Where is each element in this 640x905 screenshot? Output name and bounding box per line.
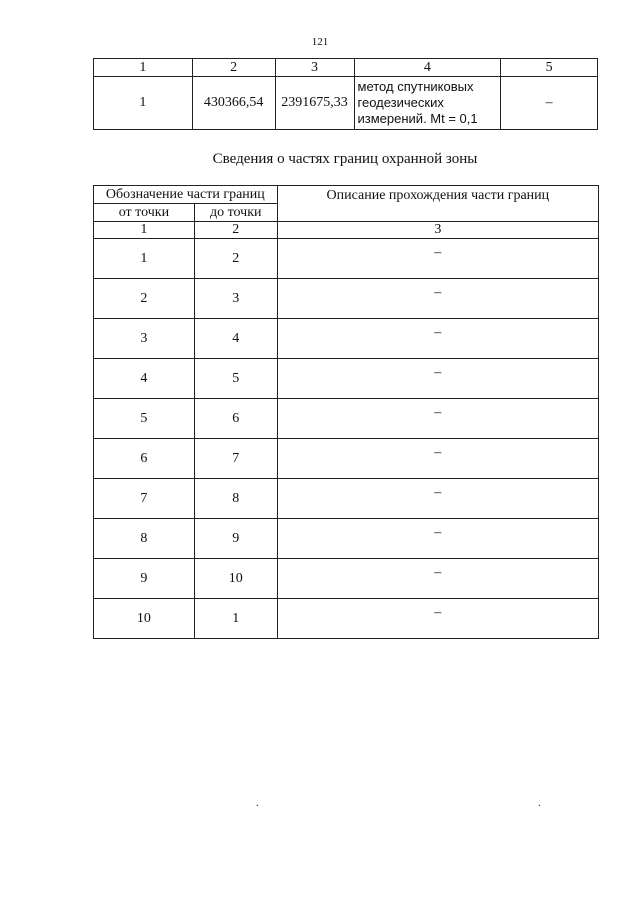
point-number: 1 xyxy=(94,77,193,130)
from-point-cell: 9 xyxy=(94,559,195,599)
to-point-cell: 7 xyxy=(194,439,277,479)
to-point-cell: 3 xyxy=(194,279,277,319)
from-point-header: от точки xyxy=(94,204,195,222)
description-cell: – xyxy=(277,359,598,399)
column-number: 1 xyxy=(94,222,195,239)
description-cell: – xyxy=(277,479,598,519)
parts-table-body xyxy=(94,239,599,639)
table-row xyxy=(94,279,599,319)
description-cell: – xyxy=(277,279,598,319)
from-point-cell: 7 xyxy=(94,479,195,519)
from-point-cell: 4 xyxy=(94,359,195,399)
table-header-row xyxy=(94,59,598,77)
description-cell: – xyxy=(277,599,598,639)
section-title: Сведения о частях границ охранной зоны xyxy=(212,151,478,167)
description-cell: – xyxy=(277,519,598,559)
to-point-cell: 4 xyxy=(194,319,277,359)
to-point-cell: 10 xyxy=(194,559,277,599)
column-numbers-row xyxy=(94,222,599,239)
column-number: 3 xyxy=(277,222,598,239)
column-number: 2 xyxy=(192,59,275,77)
description-cell: – xyxy=(277,439,598,479)
page-number: 121 xyxy=(311,36,329,48)
to-point-cell: 8 xyxy=(194,479,277,519)
column-number: 5 xyxy=(501,59,598,77)
table-row xyxy=(94,399,599,439)
column-number: 2 xyxy=(194,222,277,239)
table-row xyxy=(94,319,599,359)
footer-mark: . xyxy=(256,798,259,809)
table-row xyxy=(94,439,599,479)
column-number: 4 xyxy=(354,59,501,77)
to-point-cell: 6 xyxy=(194,399,277,439)
coordinate-y: 2391675,33 xyxy=(275,77,354,130)
designation-header: Обозначение части границ xyxy=(94,186,278,204)
notes-cell: – xyxy=(501,77,598,130)
method-line: измерений. Mt = 0,1 xyxy=(357,111,478,126)
to-point-cell: 5 xyxy=(194,359,277,399)
table-row xyxy=(94,519,599,559)
table-row xyxy=(94,479,599,519)
method-description xyxy=(354,77,501,130)
from-point-cell: 5 xyxy=(94,399,195,439)
from-point-cell: 8 xyxy=(94,519,195,559)
description-cell: – xyxy=(277,559,598,599)
method-line: метод спутниковых xyxy=(357,79,474,94)
from-point-cell: 6 xyxy=(94,439,195,479)
description-cell: – xyxy=(277,239,598,279)
table-header-row xyxy=(94,186,599,204)
to-point-header: до точки xyxy=(194,204,277,222)
method-line: геодезических xyxy=(357,95,444,110)
from-point-cell: 1 xyxy=(94,239,195,279)
boundary-parts-table xyxy=(93,185,599,639)
table-row xyxy=(94,559,599,599)
from-point-cell: 10 xyxy=(94,599,195,639)
description-header: Описание прохождения части границ xyxy=(277,186,598,222)
table-row xyxy=(94,359,599,399)
to-point-cell: 1 xyxy=(194,599,277,639)
column-number: 3 xyxy=(275,59,354,77)
to-point-cell: 2 xyxy=(194,239,277,279)
table-row xyxy=(94,77,598,130)
description-cell: – xyxy=(277,399,598,439)
from-point-cell: 2 xyxy=(94,279,195,319)
coordinate-x: 430366,54 xyxy=(192,77,275,130)
coordinates-table xyxy=(93,58,598,130)
table-row xyxy=(94,239,599,279)
table-row xyxy=(94,599,599,639)
to-point-cell: 9 xyxy=(194,519,277,559)
footer-mark: . xyxy=(538,798,541,809)
column-number: 1 xyxy=(94,59,193,77)
description-cell: – xyxy=(277,319,598,359)
from-point-cell: 3 xyxy=(94,319,195,359)
